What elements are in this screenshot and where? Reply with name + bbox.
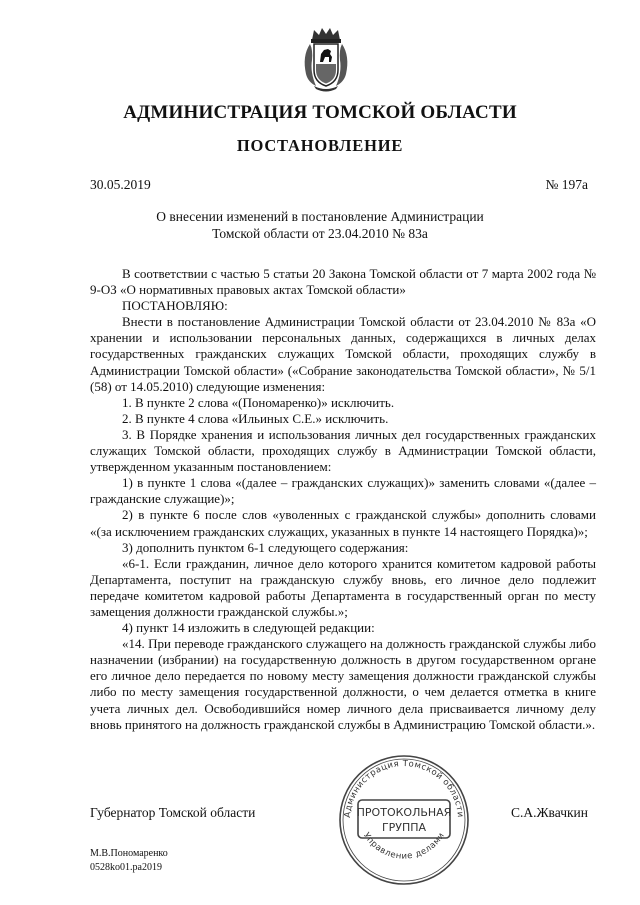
svg-text:Управление делами	[361, 831, 447, 862]
seal-box-line1: ПРОТОКОЛЬНАЯ	[356, 806, 452, 819]
seal-box-line2: ГРУППА	[381, 821, 427, 834]
executor-name: М.В.Пономаренко	[90, 848, 168, 859]
executor-block	[90, 847, 168, 875]
document-date: 30.05.2019	[90, 177, 151, 192]
paragraph: 2) в пункте 6 после слов «уволенных с гражданской службы» дополнить словами «(за исключением гражданских служащих, указанных в пункте 14 настоящего Порядка)»;	[90, 507, 596, 539]
signatory-position: Губернатор Томской области	[90, 805, 256, 820]
organization-title: АДМИНИСТРАЦИЯ ТОМСКОЙ ОБЛАСТИ	[123, 102, 517, 123]
paragraph: 3. В Порядке хранения и использования личных дел государственных гражданских служащих Томской области, проходящих службу в Администрации Томской области, утвержденном указанным постановлением:	[90, 426, 596, 475]
paragraph: 2. В пункте 4 слова «Ильиных С.Е.» исключить.	[122, 410, 389, 426]
seal-outer-text: Администрация Томской области	[342, 758, 466, 819]
paragraph: Внести в постановление Администрации Томской области от 23.04.2010 № 83а «О хранении и использовании персональных данных, содержащихся в личных делах государственных гражданских служащих Томской области, проходящих службу в Администрации Томской области» («Собрание законодательства Томской области», № 5/1 (58) от 14.05.2010) следующие изменения:	[90, 314, 596, 394]
seal-bottom-text: Управление делами	[361, 830, 448, 862]
paragraph: «6-1. Если гражданин, личное дело которого хранится комитетом кадровой работы Департамента, поступит на гражданскую службу вновь, его личное дело подлежит передаче комитетом кадровой работы Департамента в государственный орган по месту замещения должности гражданской службы.»;	[90, 555, 596, 619]
document-type: ПОСТАНОВЛЕНИЕ	[236, 136, 404, 155]
paragraph: 1. В пункте 2 слова «(Пономаренко)» исключить.	[122, 394, 395, 410]
document-body	[90, 266, 596, 733]
document-subject	[0, 208, 640, 242]
signatory-name: С.А.Жвачкин	[510, 805, 588, 820]
paragraph-decision: ПОСТАНОВЛЯЮ:	[122, 298, 228, 314]
paragraph: «14. При переводе гражданского служащего на должность гражданской службы либо назначении (избрании) на государственную должность в другом государственном органе его личное дело передается по новому месту замещения должности гражданской службы либо по месту замещения государственной должности, о чем делается отметка в книге учета личных дел. Освободившийся номер личного дела присваивается личному делу вновь принятого на должность гражданской службы в Администрацию Томской области.».	[90, 636, 596, 732]
official-seal	[336, 752, 472, 888]
paragraph: 3) дополнить пунктом 6-1 следующего содержания:	[122, 539, 409, 555]
paragraph: 1) в пункте 1 слова «(далее – гражданских служащих)» заменить словами «(далее – гражданские служащие)»;	[90, 475, 596, 507]
subject-line: Томской области от 23.04.2010 № 83а	[212, 226, 428, 241]
paragraph: 4) пункт 14 изложить в следующей редакции:	[122, 620, 375, 636]
subject-line: О внесении изменений в постановление Администрации	[156, 209, 484, 224]
document-number: № 197а	[545, 177, 588, 192]
document-code: 0528ko01.pa2019	[90, 862, 162, 873]
tomsk-oblast-coat-of-arms-icon	[300, 26, 352, 92]
paragraph: В соответствии с частью 5 статьи 20 Закона Томской области от 7 марта 2002 года № 9-ОЗ «О нормативных правовых актах Томской области»	[90, 266, 596, 298]
